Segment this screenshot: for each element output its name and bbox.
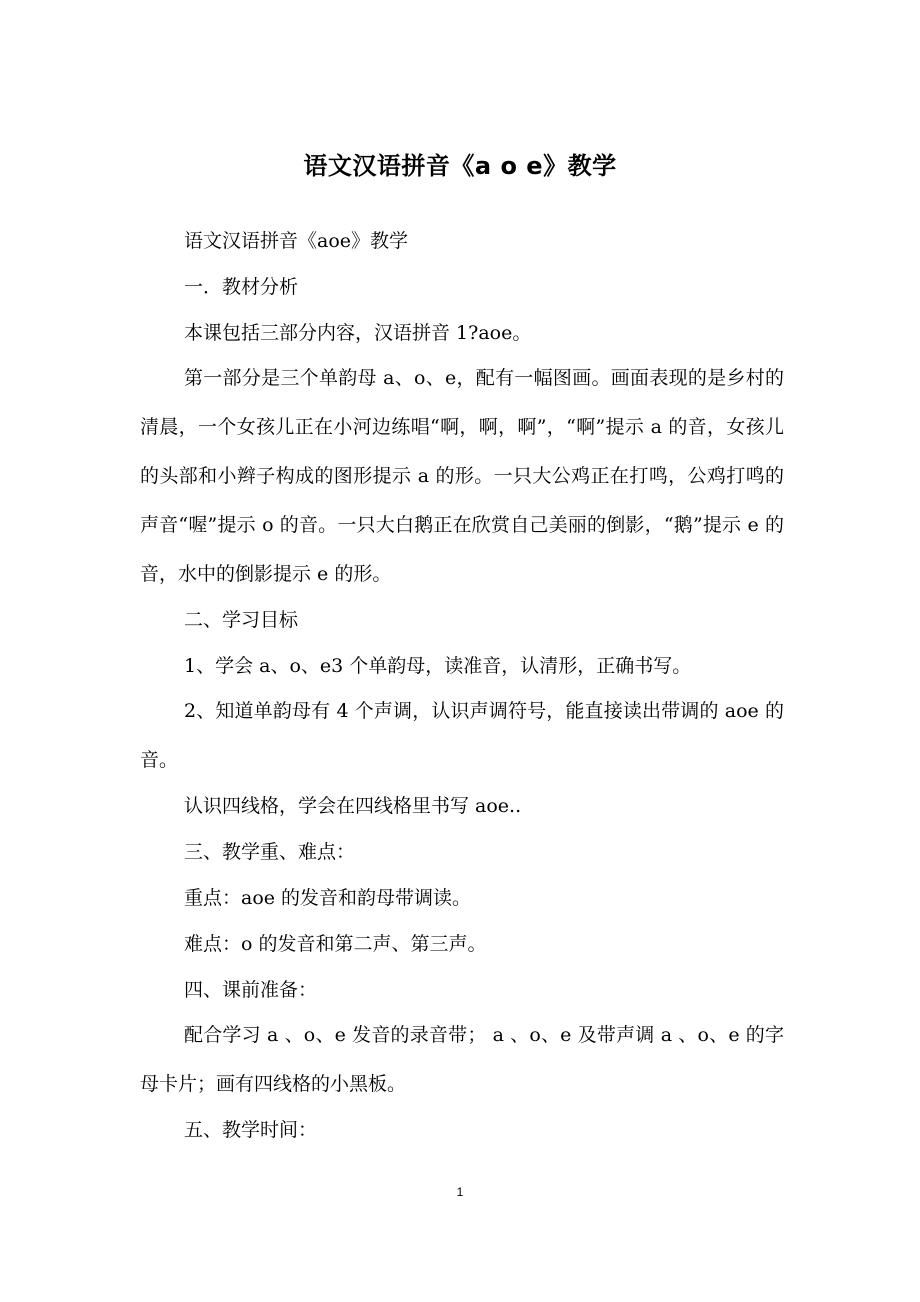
heading-teaching-time: 五、教学时间： bbox=[184, 1119, 318, 1141]
heading-key-difficult-points: 三、教学重、难点： bbox=[184, 841, 356, 863]
heading-learning-goals: 二、学习目标 bbox=[184, 609, 299, 631]
document-title: 语文汉语拼音《a o e》教学 bbox=[303, 152, 617, 180]
paragraph-preparation-materials: 配合学习 a 、o、e 发音的录音带； a 、o、e 及带声调 a 、o、e 的字母卡片；画有四线格的小黑板。 bbox=[140, 1024, 784, 1095]
paragraph-four-line-grid: 认识四线格，学会在四线格里书写 aoe.. bbox=[184, 795, 522, 817]
paragraph-subtitle: 语文汉语拼音《aoe》教学 bbox=[184, 230, 409, 252]
document-body bbox=[140, 226, 784, 1161]
paragraph-lesson-contents: 本课包括三部分内容，汉语拼音 1?aoe。 bbox=[184, 322, 532, 344]
paragraph-key-point: 重点：aoe 的发音和韵母带调读。 bbox=[184, 887, 472, 909]
heading-textbook-analysis: 一．教材分析 bbox=[184, 276, 299, 298]
paragraph-part-one: 第一部分是三个单韵母 a、o、e，配有一幅图画。画面表现的是乡村的清晨，一个女孩儿正在小河边练唱“啊，啊，啊”，“啊”提示 a 的音，女孩儿的头部和小辫子构成的图形提示 a 的形。一只大公鸡正在打鸣，公鸡打鸣的声音“喔”提示 o 的音。一只大白鹅正在欣赏自己美丽的倒影，“鹅”提示 e 的音，水中的倒影提示 e 的形。 bbox=[140, 367, 784, 585]
paragraph-goal-2: 2、知道单韵母有 4 个声调，认识声调符号，能直接读出带调的 aoe 的音。 bbox=[140, 700, 784, 771]
page-number: 1 bbox=[456, 1185, 464, 1199]
heading-preparation: 四、课前准备： bbox=[184, 979, 318, 1001]
paragraph-goal-1: 1、学会 a、o、e3 个单韵母，读准音，认清形，正确书写。 bbox=[184, 655, 692, 677]
paragraph-difficult-point: 难点：o 的发音和第二声、第三声。 bbox=[184, 933, 487, 955]
